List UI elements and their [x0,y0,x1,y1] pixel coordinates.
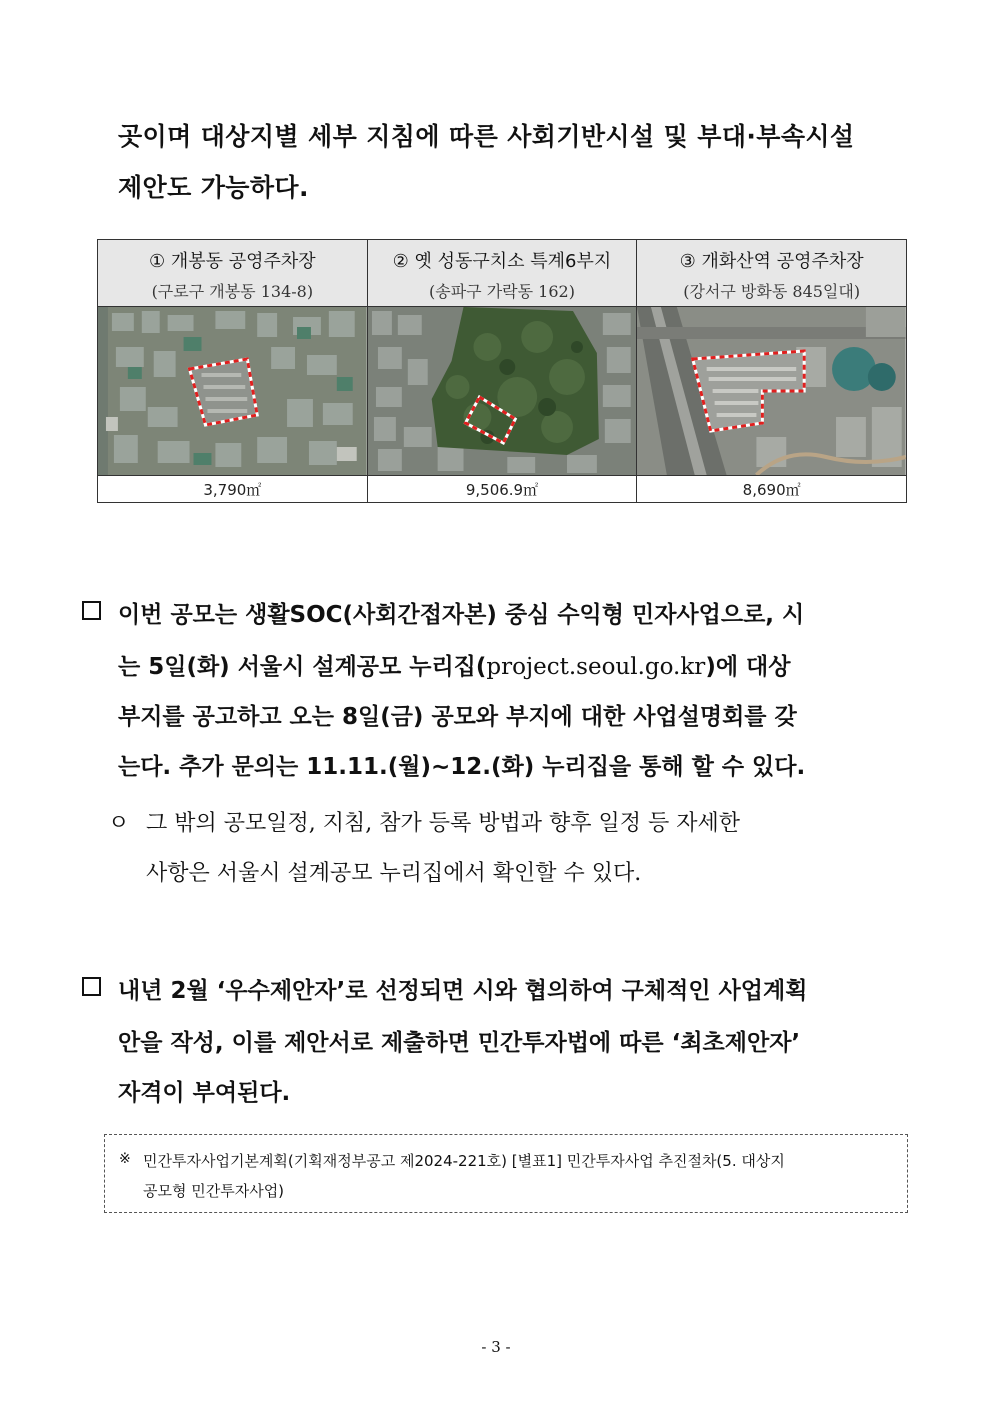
site-address: (구로구 개봉동 134-8) [151,281,314,301]
checkbox-square-icon [82,977,101,996]
section1-line-2 [118,648,791,681]
reference-mark-icon: ※ [119,1151,131,1167]
bullet-circle-icon: ㅇ [108,811,130,836]
checkbox-square-icon [82,601,101,620]
site-area: 8,690㎡ [637,476,907,503]
site-title: ① 개봉동 공영주차장 [148,250,316,272]
section1-line-1: 이번 공모는 생활SOC(사회간접자본) 중심 수익형 민자사업으로, 시 [118,602,805,628]
aerial-photo-seongdong [368,307,637,475]
section1-line-2-end: )에 대상 [705,654,791,680]
aerial-photo-gaehwasan [637,307,906,475]
website-url: project.seoul.go.kr [486,654,706,680]
page-number: - 3 - [481,1338,511,1356]
intro-line-2: 제안도 가능하다. [118,173,309,202]
site-photo-cell-3 [637,307,907,476]
site-address: (송파구 가락동 162) [429,281,575,301]
footnote-box [104,1134,908,1213]
section1-sub-2: 사항은 서울시 설계공모 누리집에서 확인할 수 있다. [146,861,642,886]
site-title: ② 옛 성동구치소 특계6부지 [392,250,612,272]
site-photo-cell-1 [98,307,368,476]
site-address: (강서구 방화동 845일대) [683,281,861,301]
section1-line-3: 부지를 공고하고 오는 8일(금) 공모와 부지에 대한 사업설명회를 갖 [118,704,797,730]
site-area: 9,506.9㎡ [367,476,637,503]
site-photo-cell-2 [367,307,637,476]
section1-line-4: 는다. 추가 문의는 11.11.(월)~12.(화) 누리집을 통해 할 수 있다. [118,754,806,780]
site-area: 3,790㎡ [98,476,368,503]
site-title: ③ 개화산역 공영주차장 [679,250,864,272]
section2-line-1: 내년 2월 ‘우수제안자’로 선정되면 시와 협의하여 구체적인 사업계획 [118,978,808,1004]
section1-sub-1: 그 밖의 공모일정, 지침, 참가 등록 방법과 향후 일정 등 자세한 [146,811,740,836]
footnote-line-1: 민간투자사업기본계획(기획재정부공고 제2024-221호) [별표1] 민간투자사업 추진절차(5. 대상지 [143,1152,785,1170]
site-header-3 [637,240,907,307]
site-table [97,239,907,503]
section1-line-2-start: 는 5일(화) 서울시 설계공모 누리집( [118,654,487,680]
section2-line-3: 자격이 부여된다. [118,1080,291,1106]
intro-line-1: 곳이며 대상지별 세부 지침에 따른 사회기반시설 및 부대·부속시설 [118,122,855,151]
site-header-1 [98,240,368,307]
footnote-line-2: 공모형 민간투자사업) [143,1182,285,1200]
site-header-2 [367,240,637,307]
section2-line-2: 안을 작성, 이를 제안서로 제출하면 민간투자법에 따른 ‘최초제안자’ [118,1030,801,1056]
aerial-photo-gaebong [98,307,367,475]
